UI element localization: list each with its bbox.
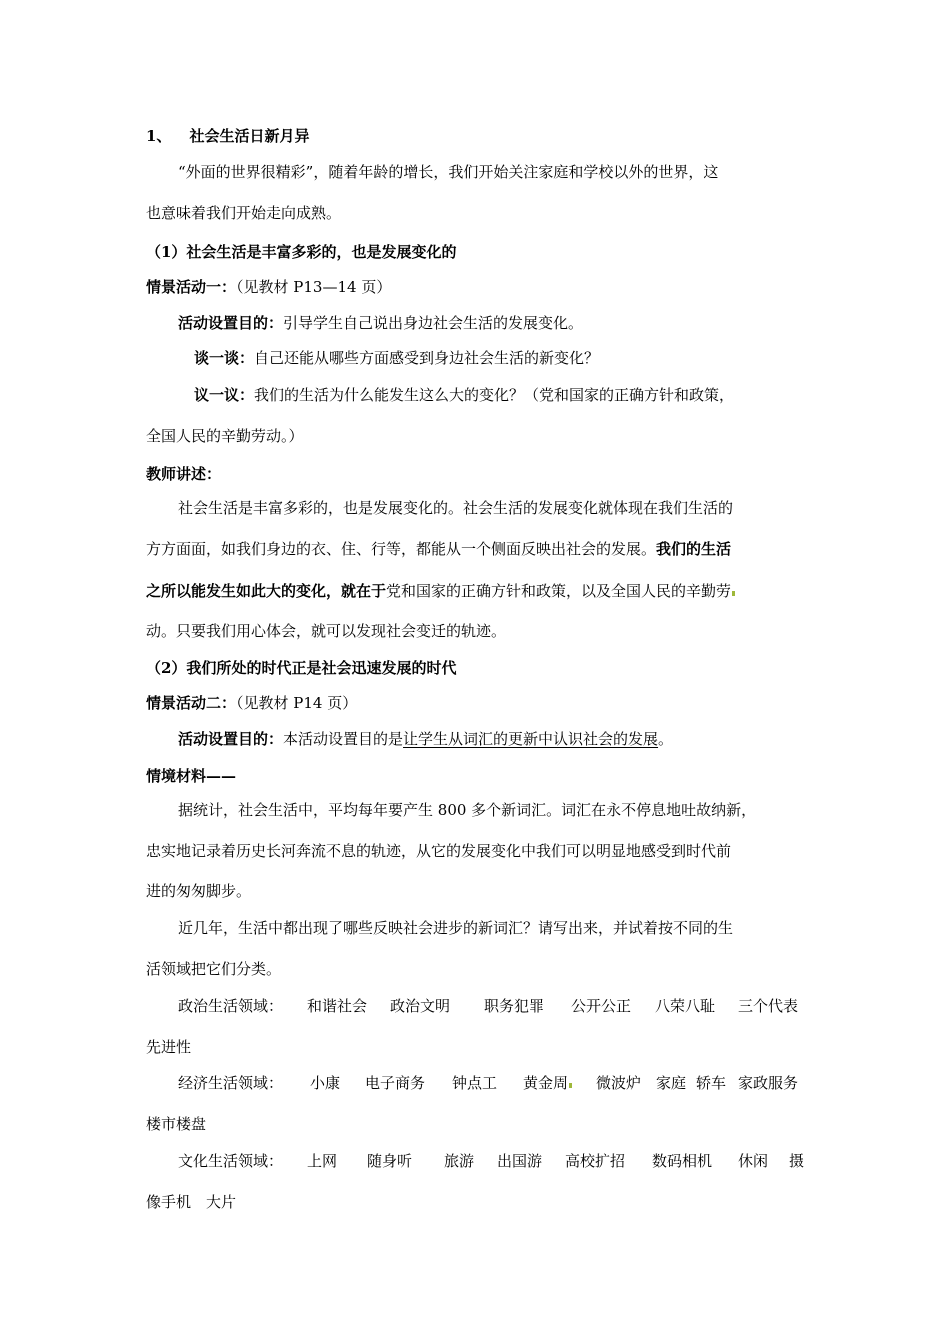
purpose-text: 本活动设置目的是 <box>283 730 404 748</box>
scene-label: 情景活动一： <box>146 278 237 296</box>
mark-dot <box>569 1083 572 1088</box>
cultural-term: 休闲 <box>738 1152 769 1170</box>
economic-term <box>523 1073 572 1093</box>
cultural-term: 出国游 <box>497 1152 543 1170</box>
intro-line-1: “外面的世界很精彩”，随着年龄的增长，我们开始关注家庭和学校以外的世界，这 <box>178 163 719 181</box>
subsection-2-title: （2）我们所处的时代正是社会迅速发展的时代 <box>146 659 457 677</box>
cultural-wrap: 像手机 大片 <box>146 1193 237 1211</box>
purpose-label: 活动设置目的： <box>178 730 284 748</box>
economic-term: 家政服务 <box>738 1074 799 1092</box>
economic-wrap: 楼市楼盘 <box>146 1115 207 1133</box>
talk-text: 自己还能从哪些方面感受到身边社会生活的新变化？ <box>254 349 600 367</box>
political-term: 三个代表 <box>738 997 799 1015</box>
economic-term: 轿车 <box>696 1074 727 1092</box>
cultural-term: 摄 <box>789 1152 805 1170</box>
para-bold: 之所以能发生如此大的变化， <box>146 582 342 600</box>
political-term: 职务犯罪 <box>484 997 545 1015</box>
teacher-para-line-1: 社会生活是丰富多彩的，也是发展变化的。社会生活的发展变化就体现在我们生活的 <box>178 499 734 517</box>
purpose-underlined: 让学生从词汇的更新中认识社会的发展 <box>403 730 659 748</box>
subsection-1-title: （1）社会生活是丰富多彩的，也是发展变化的 <box>146 243 457 261</box>
purpose-label: 活动设置目的： <box>178 314 284 332</box>
economic-term: 小康 <box>310 1074 341 1092</box>
purpose-line-2 <box>178 729 673 749</box>
discuss-text: 我们的生活为什么能发生这么大的变化？（党和国家的正确方针和政策， <box>254 386 735 404</box>
teacher-narration-label: 教师讲述： <box>146 465 222 483</box>
intro-line-2: 也意味着我们开始走向成熟。 <box>146 204 342 222</box>
talk-line <box>194 348 599 368</box>
para-bold: 我们的生活 <box>656 540 732 558</box>
heading-title: 社会生活日新月异 <box>189 127 310 145</box>
para-text: 方方面面，如我们身边的衣、住、行等，都能从一个侧面反映出社会的发展。 <box>146 540 657 558</box>
cultural-term: 高校扩招 <box>565 1152 626 1170</box>
scene-activity-2 <box>146 693 357 713</box>
scene-ref: （见教材 P13—14 页） <box>236 278 392 296</box>
political-term: 八荣八耻 <box>655 997 716 1015</box>
para-bold-2: 就在于 <box>341 582 387 600</box>
cultural-term: 旅游 <box>444 1152 475 1170</box>
heading-number: 1、 <box>146 127 172 145</box>
question-line-2: 活领域把它们分类。 <box>146 960 282 978</box>
cultural-term: 数码相机 <box>652 1152 713 1170</box>
economic-term: 钟点工 <box>452 1074 498 1092</box>
question-line-1: 近几年，生活中都出现了哪些反映社会进步的新词汇？请写出来，并试着按不同的生 <box>178 919 734 937</box>
teacher-para-line-3 <box>146 581 735 601</box>
economic-term: 电子商务 <box>365 1074 426 1092</box>
economic-term-text: 黄金周 <box>523 1074 569 1092</box>
cultural-term: 上网 <box>307 1152 338 1170</box>
mark-dot <box>732 591 735 596</box>
political-term: 政治文明 <box>390 997 451 1015</box>
scene-label: 情景活动二： <box>146 694 237 712</box>
political-domain-label: 政治生活领域： <box>178 997 284 1015</box>
material-label: 情境材料—— <box>146 767 237 785</box>
discuss-label: 议一议： <box>194 386 255 404</box>
section-heading <box>146 126 309 146</box>
material-line-1: 据统计，社会生活中，平均每年要产生 800 多个新词汇。词汇在永不停息地吐故纳新， <box>178 801 757 819</box>
cultural-domain-label: 文化生活领域： <box>178 1152 284 1170</box>
talk-label: 谈一谈： <box>194 349 255 367</box>
scene-activity-1 <box>146 277 391 297</box>
purpose-line-1 <box>178 313 583 333</box>
economic-term: 微波炉 <box>596 1074 642 1092</box>
economic-term: 家庭 <box>656 1074 687 1092</box>
discuss-line-2: 全国人民的辛勤劳动。） <box>146 427 304 445</box>
teacher-para-line-4: 动。只要我们用心体会，就可以发现社会变迁的轨迹。 <box>146 622 507 640</box>
material-line-2: 忠实地记录着历史长河奔流不息的轨迹，从它的发展变化中我们可以明显地感受到时代前 <box>146 842 732 860</box>
teacher-para-line-2 <box>146 539 731 559</box>
para-text: 党和国家的正确方针和政策，以及全国人民的辛勤劳 <box>386 582 732 600</box>
material-line-3: 进的匆匆脚步。 <box>146 882 252 900</box>
political-term: 和谐社会 <box>307 997 368 1015</box>
scene-ref: （见教材 P14 页） <box>236 694 358 712</box>
economic-domain-label: 经济生活领域： <box>178 1074 284 1092</box>
political-wrap: 先进性 <box>146 1038 192 1056</box>
cultural-term: 随身听 <box>367 1152 413 1170</box>
purpose-text: 引导学生自己说出身边社会生活的发展变化。 <box>283 314 584 332</box>
purpose-end: 。 <box>658 730 674 748</box>
political-term: 公开公正 <box>571 997 632 1015</box>
discuss-line <box>194 385 734 405</box>
